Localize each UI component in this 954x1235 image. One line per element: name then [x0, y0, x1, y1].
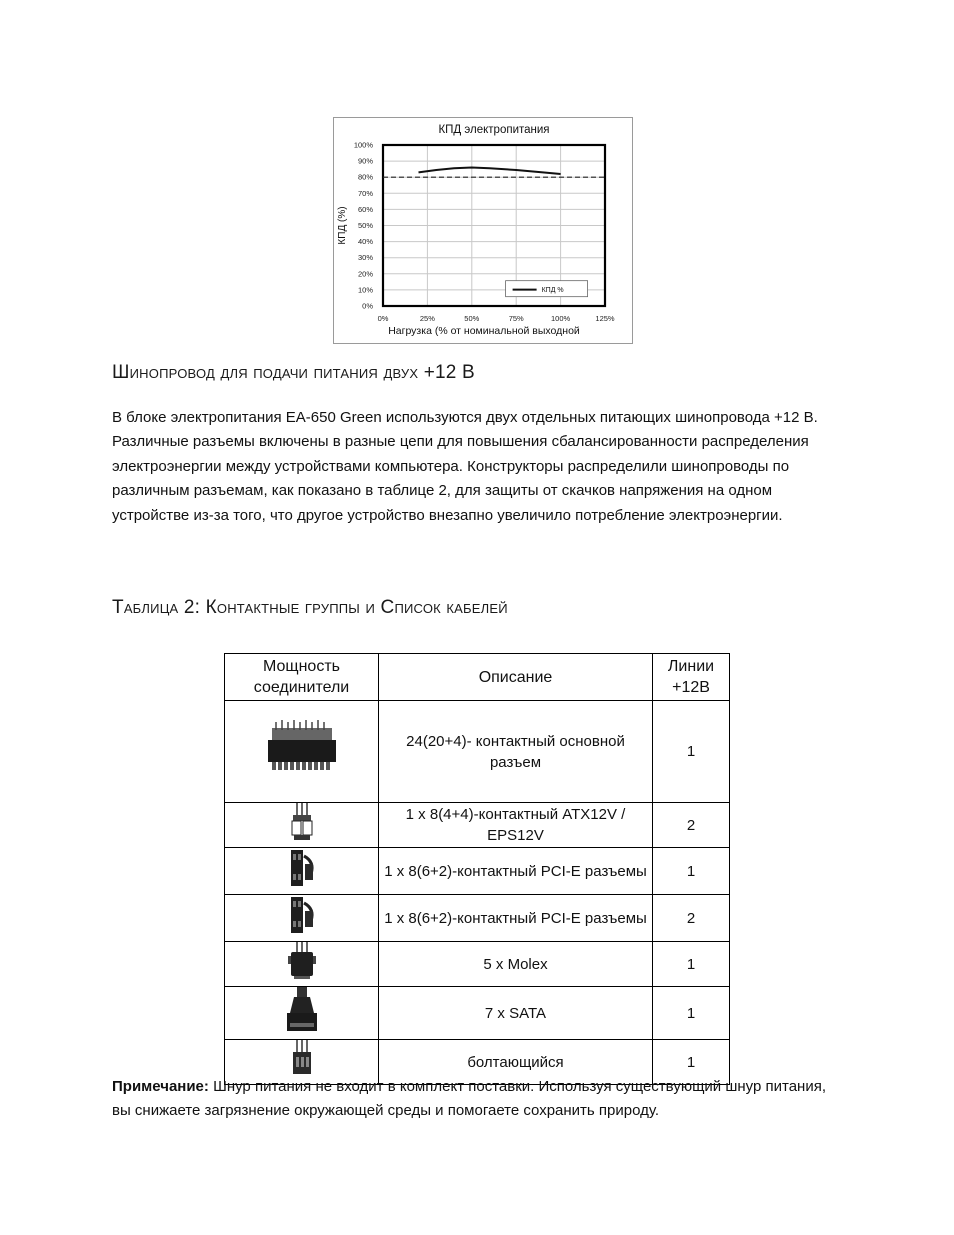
chart-title: КПД электропитания [438, 124, 550, 136]
connector-table [224, 653, 730, 1085]
y-tick-label: 90% [357, 156, 373, 166]
y-tick-label: 20% [357, 269, 373, 279]
row-description: болтающийся [379, 1040, 653, 1085]
legend-label: КПД % [541, 287, 564, 295]
note-label: Примечание: [112, 1078, 209, 1095]
table-row [225, 895, 730, 942]
table-row [225, 848, 730, 895]
row-lines: 1 [653, 1040, 730, 1085]
note [112, 1075, 842, 1123]
row-lines: 1 [653, 987, 730, 1040]
y-tick-label: 80% [357, 172, 373, 182]
x-tick-label: 25% [419, 314, 435, 323]
atx12v-8pin-connector-icon [291, 803, 313, 841]
section-paragraph: В блоке электропитания EA-650 Green используются двух отдельных питающих шинопровода +12 В. Различные разъемы включены в разные цепи для повышения сбалансированности распределения электроэнергии между устройствами компьютера. Конструкторы распределили шинопроводы по различным разъемам, как показано в таблице 2, для защиты от скачков напряжения на одном устройстве из-за того, что другое устройство внезапно увеличило потребление электроэнергии. [112, 409, 818, 524]
section-heading-12v-rails: Шинопровод для подачи питания двух +12 В [112, 362, 475, 383]
efficiency-chart [333, 117, 633, 344]
y-tick-label: 30% [357, 253, 373, 263]
table-row [225, 803, 730, 848]
header-12v-lines: Линии +12В [653, 654, 730, 701]
header-connectors: Мощность соединители [225, 654, 379, 701]
molex-connector-icon [288, 942, 316, 980]
row-description: 7 x SATA [379, 987, 653, 1040]
y-tick-label: 40% [357, 237, 373, 247]
y-tick-label: 100% [353, 140, 373, 150]
y-tick-label: 0% [362, 301, 373, 311]
note-text: Шнур питания не входит в комплект поставки. Используя существующий шнур питания, вы снижаете загрязнение окружающей среды и помогаете сохранить природу. [112, 1078, 826, 1119]
table-caption: Таблица 2: Контактные группы и Список кабелей [112, 597, 508, 618]
efficiency-chart-svg [334, 118, 632, 343]
row-description: 1 x 8(4+4)-контактный ATX12V / EPS12V [379, 803, 653, 848]
table-header-row [225, 654, 730, 701]
row-lines: 2 [653, 803, 730, 848]
x-tick-label: 75% [508, 314, 524, 323]
header-description: Описание [379, 654, 653, 701]
table-row [225, 701, 730, 803]
y-tick-label: 10% [357, 285, 373, 295]
row-description: 24(20+4)- контактный основной разъем [379, 701, 653, 803]
x-tick-label: 50% [464, 314, 480, 323]
table-row [225, 987, 730, 1040]
efficiency-series-line [419, 168, 561, 175]
row-lines: 1 [653, 701, 730, 803]
x-tick-label: 100% [551, 314, 571, 323]
y-tick-label: 50% [357, 221, 373, 230]
sata-connector-icon [284, 987, 320, 1033]
floppy-connector-icon [291, 1040, 313, 1078]
table-row [225, 942, 730, 987]
row-description: 1 x 8(6+2)-контактный PCI-E разъемы [379, 895, 653, 942]
row-lines: 1 [653, 942, 730, 987]
x-tick-label: 125% [595, 314, 615, 323]
pcie-8pin-connector-icon [287, 895, 317, 935]
row-lines: 1 [653, 848, 730, 895]
x-tick-label: 0% [377, 314, 389, 323]
atx-24pin-connector-icon [266, 720, 338, 778]
x-axis-label: Нагрузка (% от номинальной выходной [388, 325, 580, 337]
pcie-8pin-connector-icon [287, 848, 317, 888]
y-axis-label: КПД (%) [337, 206, 348, 245]
y-tick-label: 70% [357, 188, 373, 198]
row-description: 1 x 8(6+2)-контактный PCI-E разъемы [379, 848, 653, 895]
y-tick-label: 60% [357, 204, 373, 214]
row-description: 5 x Molex [379, 942, 653, 987]
row-lines: 2 [653, 895, 730, 942]
